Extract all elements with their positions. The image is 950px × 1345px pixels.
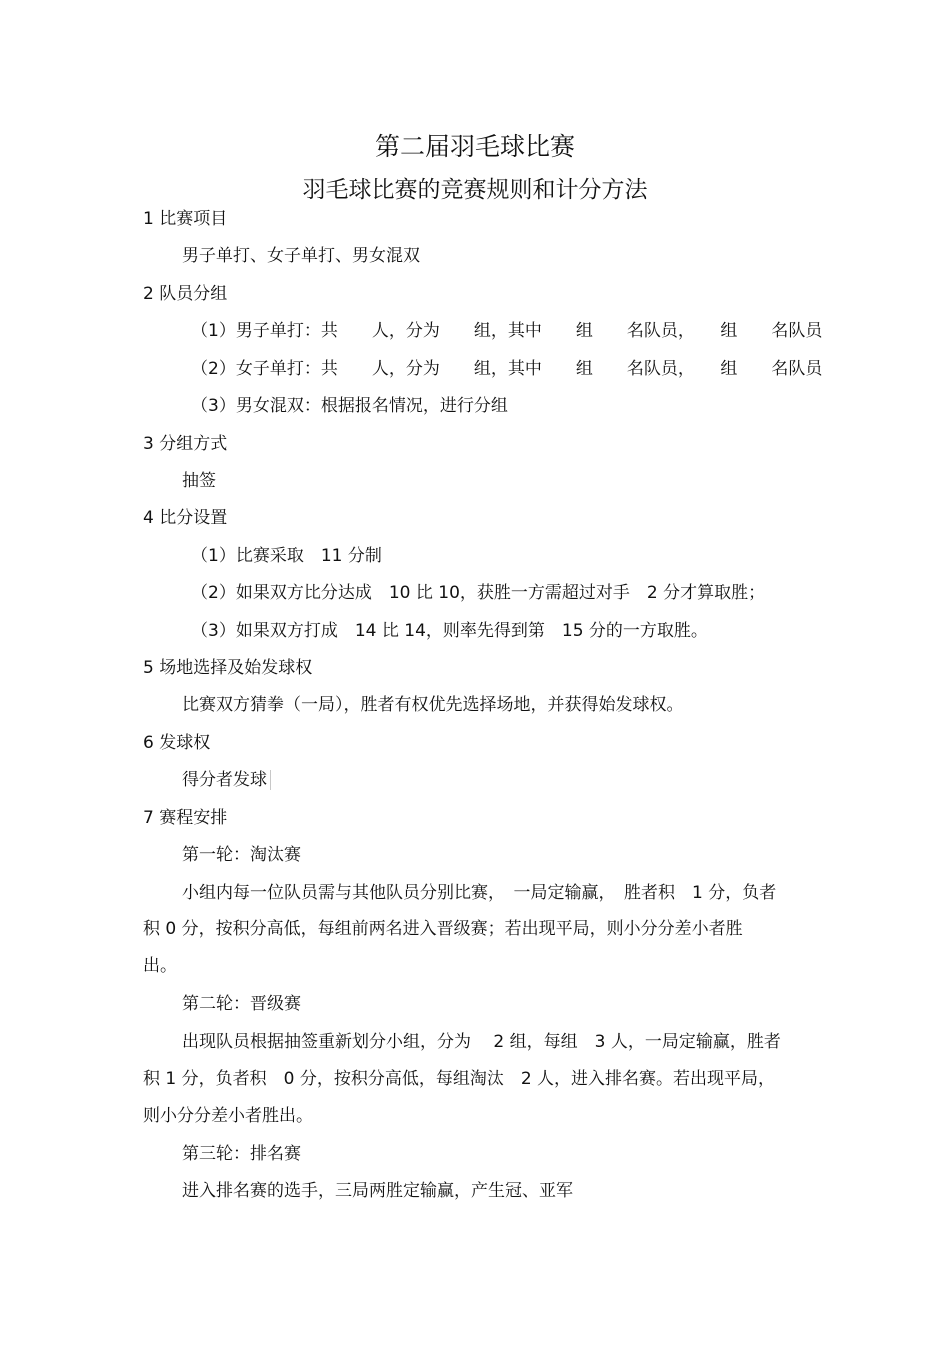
text-cursor-mark (270, 770, 271, 790)
round-1-heading: 第一轮：淘汰赛 (182, 845, 301, 865)
round-2-line-2: 积 1 分，负者积 0 分，按积分高低，每组淘汰 2 人，进入排名赛。若出现平局， (143, 1069, 776, 1089)
section-2-item-1: （1）男子单打：共 人，分为 组，其中 组 名队员， 组 名队员 (191, 321, 823, 341)
section-4-item-3: （3）如果双方打成 14 比 14，则率先得到第 15 分的一方取胜。 (191, 621, 708, 641)
section-6-heading: 6 发球权 (143, 733, 211, 753)
section-1-heading: 1 比赛项目 (143, 209, 228, 229)
round-2-line-1: 出现队员根据抽签重新划分小组，分为 2 组，每组 3 人，一局定输赢，胜者 (182, 1032, 781, 1052)
section-4-heading: 4 比分设置 (143, 508, 228, 528)
section-2-item-3: （3）男女混双：根据报名情况，进行分组 (191, 396, 508, 416)
section-3-heading: 3 分组方式 (143, 434, 228, 454)
document-subtitle: 羽毛球比赛的竞赛规则和计分方法 (302, 177, 648, 203)
section-6-text-row (182, 770, 271, 790)
section-5-text: 比赛双方猜拳（一局），胜者有权优先选择场地，并获得始发球权。 (182, 695, 684, 715)
section-4-item-1: （1）比赛采取 11 分制 (191, 546, 382, 566)
round-1-line-3: 出。 (143, 956, 177, 976)
section-1-text: 男子单打、女子单打、男女混双 (182, 246, 420, 266)
round-2-line-3: 则小分分差小者胜出。 (143, 1106, 313, 1126)
round-1-line-1: 小组内每一位队员需与其他队员分别比赛， 一局定输赢， 胜者积 1 分，负者 (182, 883, 777, 903)
section-4-item-2: （2）如果双方比分达成 10 比 10，获胜一方需超过对手 2 分才算取胜； (191, 583, 766, 603)
section-2-heading: 2 队员分组 (143, 284, 228, 304)
section-6-text: 得分者发球 (182, 770, 267, 790)
section-5-heading: 5 场地选择及始发球权 (143, 658, 313, 678)
document-title: 第二届羽毛球比赛 (374, 132, 575, 161)
section-7-heading: 7 赛程安排 (143, 808, 228, 828)
section-3-text: 抽签 (182, 471, 216, 491)
round-3-text: 进入排名赛的选手，三局两胜定输赢，产生冠、亚军 (182, 1181, 573, 1201)
round-2-heading: 第二轮：晋级赛 (182, 994, 301, 1014)
round-3-heading: 第三轮：排名赛 (182, 1144, 301, 1164)
section-2-item-2: （2）女子单打：共 人，分为 组，其中 组 名队员， 组 名队员 (191, 359, 823, 379)
round-1-line-2: 积 0 分，按积分高低，每组前两名进入晋级赛；若出现平局，则小分分差小者胜 (143, 919, 743, 939)
